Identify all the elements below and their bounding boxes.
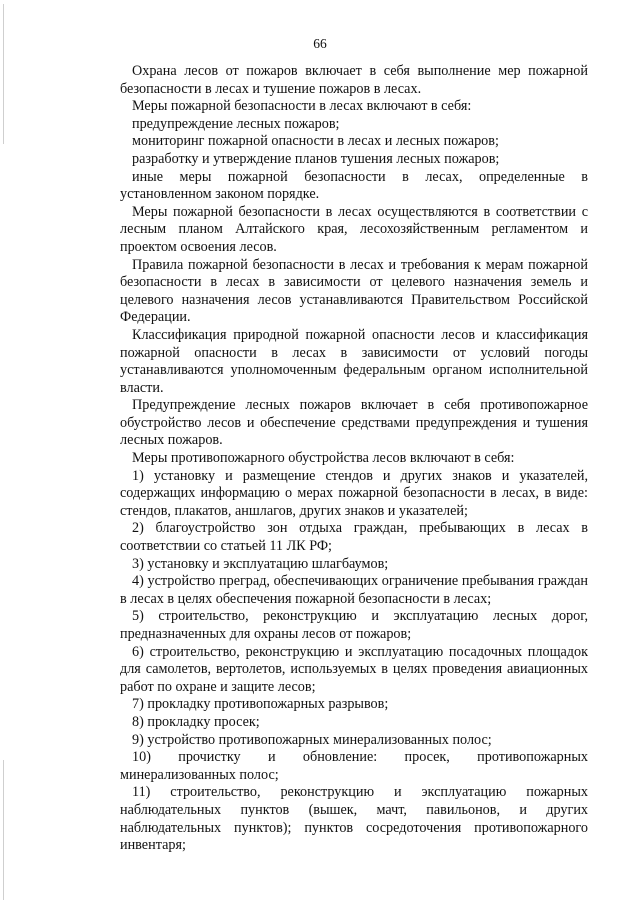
list-item: 3) установку и эксплуатацию шлагбаумов; [132, 555, 389, 572]
paragraph: Охрана лесов от пожаров включает в себя выполнение мер пожарной безопасности в лесах и тушение пожаров в лесах. [120, 63, 588, 97]
list-item: иные меры пожарной безопасности в лесах, определенные в установленном законом порядке. [120, 168, 588, 203]
list-item: 6) строительство, реконструкцию и эксплуатацию посадочных площадок для самолетов, вертолетов, используемых в целях проведения авиационных работ по охране и защите лесов; [120, 643, 588, 695]
paragraph: Меры противопожарного обустройства лесов включают в себя: [132, 450, 515, 467]
list-item: предупреждение лесных пожаров; [132, 115, 340, 132]
paragraph: Правила пожарной безопасности в лесах и требования к мерам пожарной безопасности в лесах в зависимости от целевого назначения земель и целевого назначения лесов устанавливаются Правительством Российской Федерации. [120, 256, 588, 326]
list-item: 4) устройство преград, обеспечивающих ограничение пребывания граждан в лесах в целях обеспечения пожарной безопасности в лесах; [120, 573, 588, 607]
list-item: 8) прокладку просек; [132, 713, 260, 730]
list-item: 11) строительство, реконструкцию и эксплуатацию пожарных наблюдательных пунктов (вышек, мачт, павильонов, и других наблюдательных пунктов); пунктов сосредоточения противопожарного инвентаря; [120, 784, 588, 854]
paragraph: Меры пожарной безопасности в лесах включают в себя: [132, 98, 472, 115]
paragraph: Предупреждение лесных пожаров включает в себя противопожарное обустройство лесов и обеспечение средствами предупреждения и тушения лесных пожаров. [120, 397, 588, 449]
paragraph: Меры пожарной безопасности в лесах осуществляются в соответствии с лесным планом Алтайского края, лесохозяйственным регламентом и проектом освоения лесов. [120, 203, 588, 255]
list-item: 2) благоустройство зон отдыха граждан, пребывающих в лесах в соответствии со статьей 11 ЛК РФ; [120, 520, 588, 555]
scan-edge-mark [3, 760, 4, 900]
paragraph: Классификация природной пожарной опасности лесов и классификация пожарной опасности в лесах в зависимости от условий погоды устанавливаются уполномоченным федеральным органом исполнительной власти. [120, 326, 588, 396]
list-item: 9) устройство противопожарных минерализованных полос; [132, 731, 492, 748]
page-number: 66 [313, 36, 327, 51]
list-item: 1) установку и размещение стендов и других знаков и указателей, содержащих информацию о мерах пожарной безопасности в лесах, в виде: стендов, плакатов, аншлагов, других знаков и указателей; [120, 467, 588, 519]
list-item: 10) прочистку и обновление: просек, противопожарных минерализованных полос; [120, 749, 588, 783]
list-item: 7) прокладку противопожарных разрывов; [132, 696, 389, 713]
list-item: разработку и утверждение планов тушения лесных пожаров; [132, 150, 500, 167]
body-text [120, 63, 588, 855]
scan-edge-mark [3, 4, 4, 144]
list-item: 5) строительство, реконструкцию и эксплуатацию лесных дорог, предназначенных для охраны лесов от пожаров; [120, 608, 588, 642]
list-item: мониторинг пожарной опасности в лесах и лесных пожаров; [132, 133, 499, 150]
